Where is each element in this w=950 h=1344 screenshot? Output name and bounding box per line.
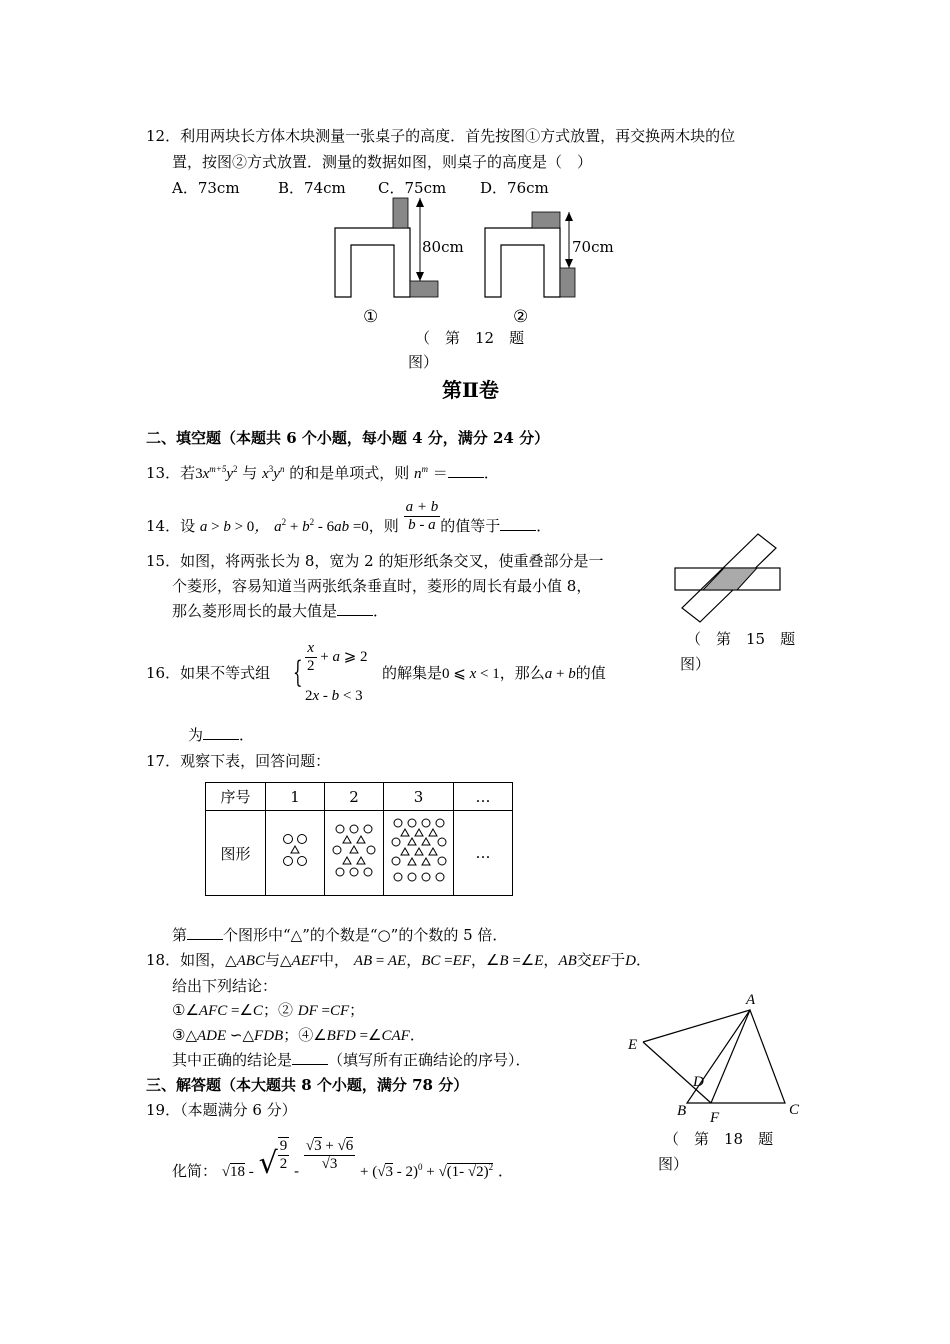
q17-shape-2 — [325, 811, 384, 896]
q18-point-c: C — [789, 1102, 800, 1118]
q15-line2: 个菱形，容易知道当两张纸条垂直时，菱形的周长有最小值 8， — [172, 577, 592, 595]
q18-line3a: ① — [172, 1001, 186, 1019]
block-vertical-2 — [560, 268, 575, 297]
block-horizontal-1 — [410, 281, 438, 297]
q19-title: 19．（本题满分 6 分） — [146, 1101, 297, 1119]
q15-end: ． — [373, 602, 389, 620]
q12-option-b: B．74cm — [278, 179, 346, 197]
q18-point-f: F — [710, 1110, 720, 1126]
q16-end: ． — [239, 726, 255, 744]
section2-title: 二、填空题（本题共 6 个小题，每小题 4 分，满分 24 分） — [146, 429, 550, 447]
q17-text: 17．观察下表，回答问题： — [146, 752, 331, 770]
q16-prefix: 16．如果不等式组 — [146, 664, 271, 682]
q12-line1: 12．利用两块长方体木块测量一张桌子的高度．首先按图①方式放置，再交换两木块的位 — [146, 127, 736, 145]
block-horizontal-2 — [532, 212, 560, 228]
q19-end: ． — [497, 1162, 513, 1180]
q12-label-80cm: 80cm — [422, 238, 464, 256]
q17-shape-3 — [384, 811, 454, 896]
q17-after-prefix: 第 — [172, 926, 188, 944]
block-vertical-1 — [393, 198, 408, 228]
q15-caption-line1: （ 第 15 题 — [686, 630, 796, 648]
q15-figure — [670, 532, 785, 627]
q16-suffix: 的值 — [575, 664, 606, 682]
q14-end: ． — [536, 516, 552, 535]
q18-line5 — [172, 1049, 531, 1070]
q15-line3 — [172, 600, 388, 621]
q18-line4c: ． — [409, 1026, 425, 1044]
q18-line1-prefix: 18．如图， — [146, 951, 226, 969]
q15-caption-line2: 图） — [680, 655, 711, 673]
q16-line2 — [188, 724, 254, 745]
section3-title: 三、解答题（本大题共 8 个小题，满分 78 分） — [146, 1076, 469, 1094]
q13-suffix: 的和是单项式，则 — [289, 464, 410, 482]
q17-header-more: … — [454, 783, 513, 811]
q19-prefix: 化简： — [172, 1162, 218, 1180]
q19-expression: 化简： √18 - √ $\frac{9}{2}$ - $\frac{√3 + √6}{√3}$ + (√3 - 2)$^0$ + √(1- √2)$^2$ ． — [172, 1137, 513, 1181]
q15-line1: 15．如图，将两张长为 8，宽为 2 的矩形纸条交叉，使重叠部分是一 — [146, 552, 604, 570]
q18-point-e: E — [628, 1037, 638, 1053]
q15-line3-text: 那么菱形周长的最大值是 — [172, 602, 338, 620]
q17-after — [172, 924, 507, 945]
q17-row-label: 图形 — [206, 811, 266, 896]
q18-line3c: ； — [349, 1001, 365, 1019]
q18-point-b: B — [677, 1103, 687, 1119]
q18-line1: 18．如图，△ABC与△AEF中， AB = AE，BC =EF，∠B =∠E，AB交EF于D． — [146, 951, 651, 969]
q12-figure-circle-2: ② — [513, 307, 529, 327]
q13-eq: ＝ — [432, 464, 448, 482]
q17-shape-1 — [266, 811, 325, 896]
q18-point-a: A — [746, 992, 756, 1008]
q16-answer-blank[interactable] — [203, 725, 239, 740]
q18-line3: ①∠AFC =∠C；② DF =CF； — [172, 1001, 365, 1019]
q14-prefix: 14．设 — [146, 516, 196, 535]
q18-line4b: ；④ — [283, 1026, 314, 1044]
q16-rest: 的解集是0 ⩽ x < 1，那么a + b的值 — [382, 664, 606, 682]
q18-line2: 给出下列结论： — [172, 977, 278, 995]
q18-line3b: ；② — [262, 1001, 293, 1019]
q14: 14．设 a > b > 0， $a^2 + b^2 - 6ab =0$，则 $\frac{a + b}{b - a}$ 的值等于 ． — [146, 499, 552, 535]
q17-after-suffix: 个图形中“△”的个数是“○”的个数的 5 倍． — [223, 926, 508, 944]
volume-title: 第Ⅱ卷 — [442, 378, 499, 402]
q17-table — [205, 782, 513, 896]
q16-mid2: ，那么 — [499, 664, 545, 682]
q18-answer-blank[interactable] — [292, 1050, 328, 1065]
q13-end: ． — [483, 464, 499, 482]
q14-suffix: 的值等于 — [440, 516, 501, 535]
q12-option-a: A．73cm — [172, 179, 240, 197]
q12-figure-circle-1: ① — [363, 307, 379, 327]
q13: 13．若$3x^{m+5}y^2$ 与 $x^3y^n$ 的和是单项式，则 $n^m$ ＝ ． — [146, 464, 499, 482]
q14-mid: ，则 — [368, 516, 399, 535]
q16-line2-text: 为 — [188, 726, 204, 744]
q14-answer-blank[interactable] — [500, 516, 536, 531]
q18-line4: ③△ADE ∽△FDB；④∠BFD =∠CAF． — [172, 1026, 425, 1044]
q18-caption-line1: （ 第 18 题 — [664, 1130, 774, 1148]
q18-line5-prefix: 其中正确的结论是 — [172, 1051, 293, 1069]
q13-prefix: 13．若 — [146, 464, 196, 482]
q17-header-3: 3 — [384, 783, 454, 811]
q18-point-d: D — [693, 1074, 704, 1090]
q12-caption-line2: 图） — [408, 353, 439, 371]
q13-answer-blank[interactable] — [448, 463, 484, 478]
q17-answer-blank[interactable] — [187, 925, 223, 940]
q12-option-d: D．76cm — [480, 179, 549, 197]
q12-line2: 置，按图②方式放置．测量的数据如图，则桌子的高度是（ ） — [172, 153, 593, 171]
q17-shape-more: … — [454, 811, 513, 896]
q18-line5-suffix: （填写所有正确结论的序号）． — [328, 1051, 531, 1069]
q12-option-c: C．75cm — [378, 179, 447, 197]
q17-header-1: 1 — [266, 783, 325, 811]
q16-ineq1: $\frac{x}{2}$ + a ⩾ 2 — [307, 640, 368, 674]
q18-caption-line2: 图） — [658, 1155, 689, 1173]
q16-ineq2: 2x - b < 3 — [305, 688, 363, 704]
q15-answer-blank[interactable] — [337, 601, 373, 616]
q16-mid: 的解集是 — [382, 664, 443, 682]
q18-figure — [620, 990, 820, 1120]
q17-header-index: 序号 — [206, 783, 266, 811]
q16-brace: { — [293, 655, 303, 690]
q13-mid: 与 — [242, 464, 258, 482]
q17-header-2: 2 — [325, 783, 384, 811]
q18-line4a: ③ — [172, 1026, 186, 1044]
q12-label-70cm: 70cm — [572, 238, 614, 256]
q12-caption-line1: （ 第 12 题 — [415, 329, 525, 347]
